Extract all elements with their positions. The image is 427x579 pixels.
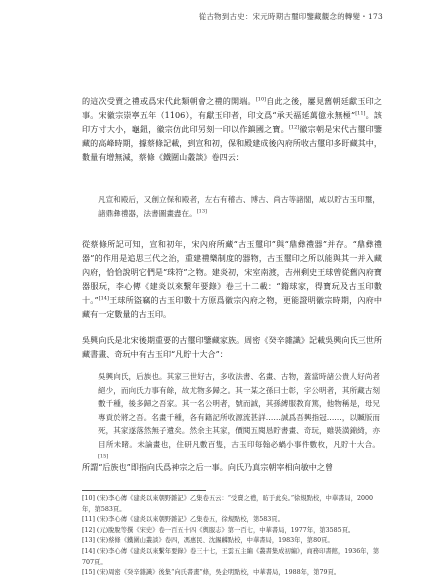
footnote-marker: [13] bbox=[196, 208, 207, 215]
footnote-item: [12] (元)脫脫等撰《宋史》卷一百五十四《輿服志》第一百七，中華書局，1977年，第3585頁。 bbox=[82, 526, 355, 534]
block-quote-2: 吳興向氏，后族也。其家三世好古，多收法書、名畫、古物，蓋當時諸公貴人好尚者絕少，而向氏力事有餘，故尤物多歸之。其一某之孫曰士彰，字公明者，其所藏古刻數千種，後多歸之吾家。其一名公明者，號而誠，其孫縛服教育篤，他物稱是，母兄專貢於將之吾。名畫千種，各有籍記所收源流甚詳……誠爲吾興指冠……，以贓版而死，其家遂落然無子遺矣。然余主其家，價閱五閱恳貯書畫、奇玩，雖裝潢錦綺，亦目所未睹。未論畫也，住研凡數百隻，古玉印每翰必蝸小事件數枚，凡貯十大合。[15] bbox=[98, 372, 380, 460]
footnotes-list bbox=[82, 494, 382, 579]
running-header: 從古物到古史：宋元時期古璽印鑒藏觀念的轉變・173 bbox=[198, 12, 383, 21]
body-paragraph-2: 從蔡條所記可知，宣和初年，宋內府所藏“古玉璽印”與“鼎彝禮器”并存。“鼎彝禮器”的作用是追思三代之治，重建禮樂制度的器物，古玉璽印之所以能與其一并入藏內府，恰恰說明它們是“珠符”之物。建炎初，宋室南渡，吉州剩史王球曾從舊內府寶器服玩，李心傳《建炎以來繫年要錄》卷三十二載：“籍球家，得寶玩及古玉印數十。”[14]王球所盜竊的古玉印數十方原爲徽宗內府之物，更能證明徽宗時期，內府中藏有一定數量的古玉印。 bbox=[82, 239, 382, 320]
footnote-marker: [11] bbox=[355, 110, 366, 117]
footnote-item: [10] (宋)李心傳《建炎以來朝野雜記》乙集卷五云：“受賣之禮，昉于此矣。”徐規點校，中華書局，2000年，第583頁。 bbox=[82, 495, 374, 513]
body-paragraph-1: 的這次受賣之禮或爲宋代此類朝會之禮的開端。[10]自此之後，屢見舊朝廷獻玉印之事。宋徽宗崇寧五年（1106），有獻玉印者，印文爲“承天福延萬億永無極”[11]。該印方寸大小，龜鈕，徽宗仿此印另刻一印以作鎮國之寶。[12]徽宗朝是宋代古璽印鑒藏的高峰時期，據蔡條記載，到宣和初，保和殿建成後內府所收古璽印多盱藏其中，數量有增無減，蔡條《鐵圍山叢談》卷四云： bbox=[82, 96, 382, 163]
body-paragraph-3: 吳興向氏是北宋後期重要的古璽印鑒藏家族。周密《癸辛雜識》記載吳興向氏三世所藏書畫、奇玩中有古玉印“凡貯十大合”： bbox=[82, 335, 382, 360]
footnote-item: [14] (宋)李心傳《建炎以來繫年要錄》卷三十七，王雲五主編《叢書集成初編》，商務印書館，1936年，第707頁。 bbox=[82, 547, 380, 566]
body-paragraph-4: 所謂“后族也”即指向氏爲神宗之后一事。向氏乃真宗朝宰相向敏中之曾 bbox=[82, 462, 334, 472]
footnote-item: [13] (宋)蔡條《鐵圍山叢談》卷四，馮惠民、沈錫麟點校，中華書局，1983年，第80頁。 bbox=[82, 537, 334, 545]
footnote-marker: [14] bbox=[98, 295, 109, 302]
footnote-marker: [12] bbox=[288, 124, 300, 131]
footnote-item: [15] (宋)周密《癸辛雜識》後集“向氏書畫”條，吳企明點校，中華書局，1988年，第79頁。 bbox=[82, 569, 341, 577]
block-quote-1: 凡宣和殿后，又創立保和殿者，左右有稽古、博古、尚古等諸閣，咸以貯古玉印璽，諸鼎彝禮器，法書圖畫盡在。[13] bbox=[98, 195, 380, 218]
footnote-marker: [10] bbox=[255, 96, 267, 103]
footnote-rule bbox=[82, 490, 206, 491]
footnote-item: [11] (宋)李心傳《建炎以來朝野雜記》乙集卷五，徐規點校，第583頁。 bbox=[82, 516, 284, 524]
footnote-marker: [15] bbox=[98, 453, 109, 460]
